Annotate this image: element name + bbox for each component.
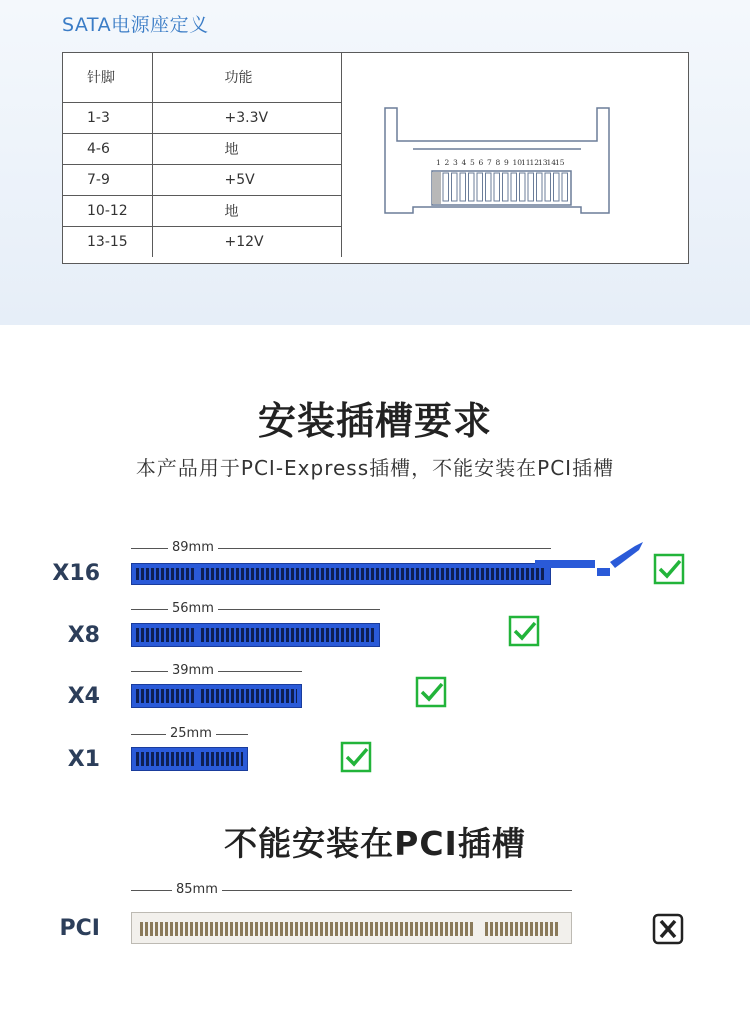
pin-number: 9 (504, 158, 509, 167)
pin-number: 13 (538, 158, 548, 167)
cross-icon (652, 913, 684, 945)
connector-pin (469, 173, 475, 201)
connector-pin (494, 173, 500, 201)
pci-slot (131, 912, 572, 944)
table-row (63, 164, 341, 195)
pin-number: 5 (470, 158, 475, 167)
pin-1-marker (432, 172, 441, 204)
connector-pin (520, 173, 526, 201)
pin-table (63, 53, 342, 257)
pin-number: 8 (495, 158, 501, 167)
dimension-label-x8: 56mm (168, 601, 218, 616)
table-row (63, 133, 341, 164)
pin-number: 7 (487, 158, 492, 167)
slot-label-x8: X8 (67, 623, 100, 648)
connector-pin (452, 173, 458, 201)
pcie-x8-slot (131, 623, 380, 647)
pin-cell: 10-12 (63, 195, 152, 226)
pcie-x1-slot (131, 747, 248, 771)
slot-label-pci: PCI (59, 916, 100, 941)
connector-pin (443, 173, 449, 201)
pcie-x4-slot (131, 684, 302, 708)
function-cell: +3.3V (152, 102, 341, 133)
install-title: 安装插槽要求 (257, 399, 492, 443)
slot-label-x16: X16 (52, 561, 100, 586)
check-icon (508, 615, 540, 647)
pin-number: 12 (529, 158, 540, 167)
sata-connector-diagram (353, 73, 673, 243)
pin-cell: 1-3 (63, 102, 152, 133)
sata-section (0, 0, 750, 325)
slot-label-x1: X1 (67, 747, 100, 772)
table-row (63, 226, 341, 257)
slot-label-x4: X4 (67, 684, 100, 709)
dimension-label-pci: 85mm (172, 882, 222, 897)
incompatible-title: 不能安装在PCI插槽 (224, 824, 526, 863)
install-subtitle: 本产品用于PCI-Express插槽，不能安装在PCI插槽 (135, 456, 615, 480)
check-icon (415, 676, 447, 708)
dimension-label-x4: 39mm (168, 663, 218, 678)
sata-definition-box (62, 52, 689, 264)
pin-number: 14 (546, 158, 557, 167)
table-row (63, 102, 341, 133)
function-cell: +5V (152, 164, 341, 195)
connector-pin (511, 173, 517, 201)
connector-pin (503, 173, 509, 201)
connector-pin (537, 173, 543, 201)
table-row (63, 195, 341, 226)
table-header-row (63, 53, 341, 102)
check-icon (653, 553, 685, 585)
pin-number: 4 (461, 158, 467, 167)
pin-number: 2 (444, 158, 450, 167)
function-cell: 地 (152, 133, 341, 164)
pin-number: 1 (436, 158, 441, 167)
pin-number: 3 (453, 158, 458, 167)
connector-pin (460, 173, 466, 201)
slot-retention-clip (535, 540, 650, 580)
connector-pin (554, 173, 560, 201)
pin-number: 15 (555, 158, 565, 167)
pin-number: 10 (512, 158, 523, 167)
connector-pin (528, 173, 534, 201)
function-cell: 地 (152, 195, 341, 226)
check-icon (340, 741, 372, 773)
connector-pin (562, 173, 568, 201)
function-header: 功能 (152, 53, 341, 102)
connector-pin (477, 173, 483, 201)
pin-number: 11 (521, 158, 531, 167)
pin-cell: 7-9 (63, 164, 152, 195)
dimension-label-x16: 89mm (168, 540, 218, 555)
pcie-x16-slot (131, 563, 551, 585)
pin-cell: 4-6 (63, 133, 152, 164)
pin-header: 针脚 (63, 53, 152, 102)
pin-number: 6 (478, 158, 484, 167)
dimension-label-x1: 25mm (166, 726, 216, 741)
connector-pin (486, 173, 492, 201)
pin-cell: 13-15 (63, 226, 152, 257)
function-cell: +12V (152, 226, 341, 257)
connector-pin (545, 173, 551, 201)
sata-title: SATA电源座定义 (62, 14, 209, 36)
